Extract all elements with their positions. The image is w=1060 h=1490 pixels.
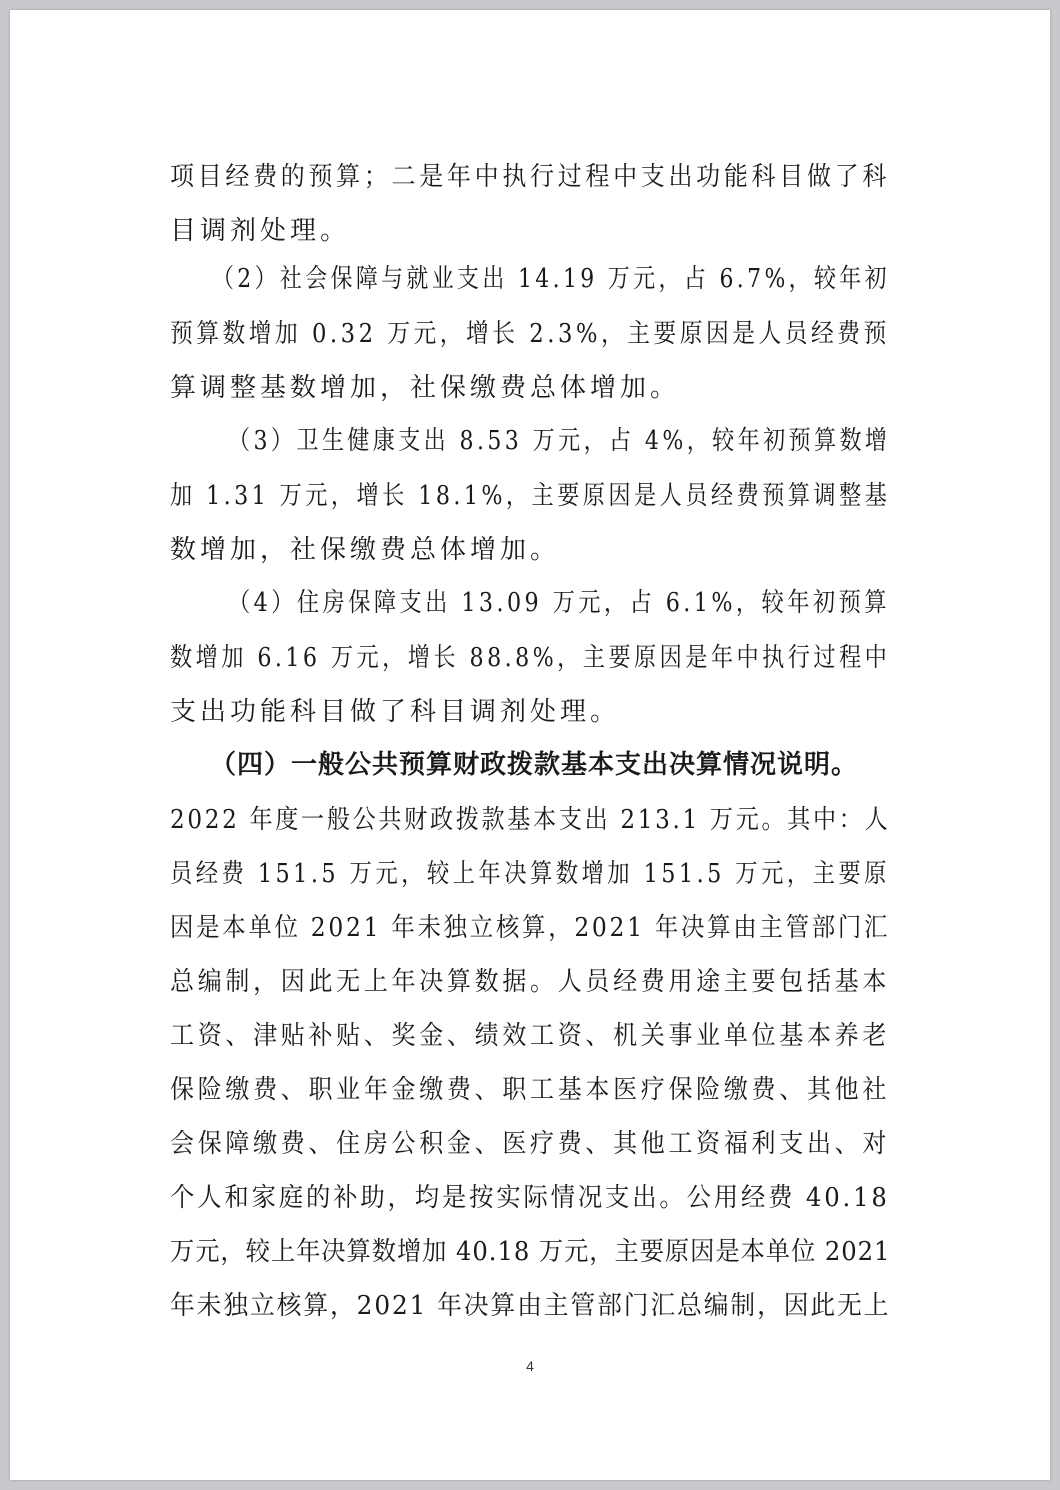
text-line: 会保障缴费、住房公积金、医疗费、其他工资福利支出、对: [170, 1129, 891, 1159]
text-line: 因是本单位 2021 年未独立核算，2021 年决算由主管部门汇: [170, 913, 891, 943]
text-line: 数增加 6.16 万元，增长 88.8%，主要原因是年中执行过程中: [170, 643, 891, 673]
text-line: 年未独立核算，2021 年决算由主管部门汇总编制，因此无上: [170, 1291, 891, 1321]
text-line: 预算数增加 0.32 万元，增长 2.3%，主要原因是人员经费预: [170, 319, 890, 349]
text-line: 算调整基数增加，社保缴费总体增加。: [170, 373, 681, 403]
text-line: 个人和家庭的补助，均是按实际情况支出。公用经费 40.18: [170, 1183, 890, 1213]
text-line: 工资、津贴补贴、奖金、绩效工资、机关事业单位基本养老: [170, 1021, 891, 1051]
text-line: 2022 年度一般公共财政拨款基本支出 213.1 万元。其中：人: [170, 805, 891, 835]
text-line: 支出功能科目做了科目调剂处理。: [170, 697, 621, 727]
page-number: 4: [526, 1358, 534, 1374]
text-line: 保险缴费、职业年金缴费、职工基本医疗保险缴费、其他社: [170, 1075, 891, 1105]
document-page: [10, 10, 1050, 1480]
text-line: 万元，较上年决算数增加 40.18 万元，主要原因是本单位 2021: [170, 1237, 891, 1267]
text-line: 数增加，社保缴费总体增加。: [170, 535, 561, 565]
section-heading: （四）一般公共预算财政拨款基本支出决算情况说明。: [210, 750, 859, 780]
text-line: 总编制，因此无上年决算数据。人员经费用途主要包括基本: [170, 967, 891, 997]
text-line: 员经费 151.5 万元，较上年决算数增加 151.5 万元，主要原: [170, 859, 890, 889]
text-line: 目调剂处理。: [170, 216, 351, 246]
text-line: （4）住房保障支出 13.09 万元，占 6.1%，较年初预算: [228, 588, 890, 618]
text-line: 项目经费的预算；二是年中执行过程中支出功能科目做了科: [170, 162, 891, 192]
text-line: （3）卫生健康支出 8.53 万元，占 4%，较年初预算数增: [228, 426, 891, 456]
text-line: 加 1.31 万元，增长 18.1%，主要原因是人员经费预算调整基: [170, 481, 891, 511]
text-line: （2）社会保障与就业支出 14.19 万元，占 6.7%，较年初: [212, 264, 890, 294]
